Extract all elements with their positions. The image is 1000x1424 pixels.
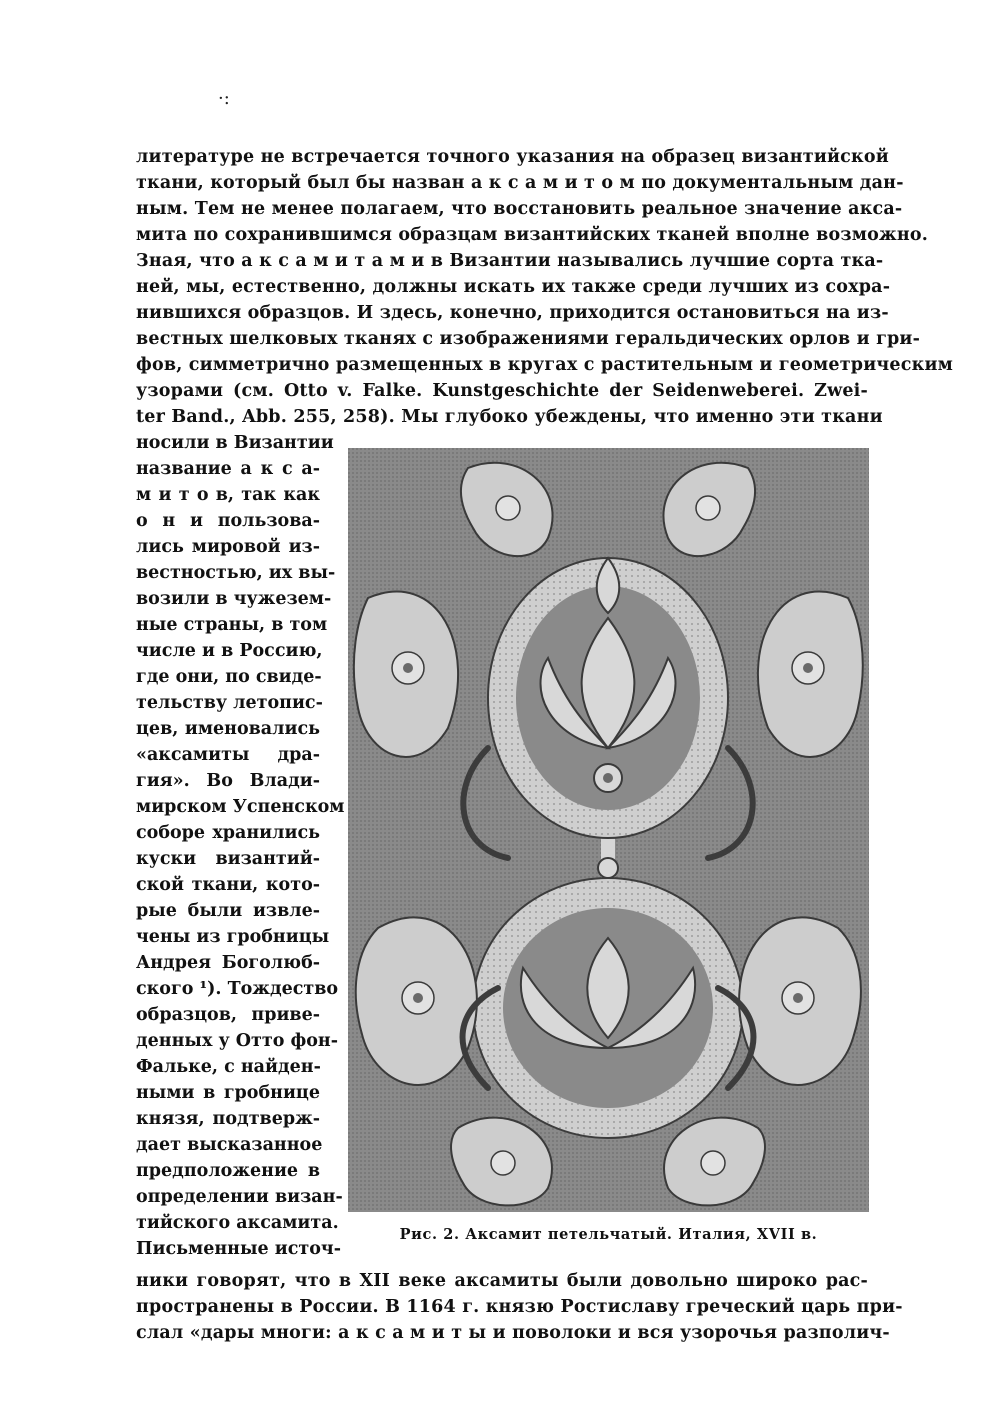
column-line: ные страны, в том (136, 615, 328, 635)
text-line: мита по сохранившимся образцам византийских тканей вполне возможно. (136, 225, 929, 245)
column-line: «аксамиты дра- (136, 745, 320, 765)
text-line: ным. Тем не менее полагаем, что восстановить реальное значение акса- (136, 199, 903, 219)
column-line: о н и пользова- (136, 511, 320, 531)
column-line: цев, именовались (136, 719, 320, 739)
column-line: соборе хранились (136, 823, 320, 843)
column-line: м и т о в, так как (136, 485, 320, 505)
text-line: нившихся образцов. И здесь, конечно, приходится остановиться на из- (136, 303, 889, 323)
column-line: рые были извле- (136, 901, 320, 921)
text-line: ней, мы, естественно, должны искать их также среди лучших из сохра- (136, 277, 891, 297)
column-line: тельству летопис- (136, 693, 323, 713)
column-line: вестностью, их вы- (136, 563, 336, 583)
text-line: Зная, что а к с а м и т а м и в Византии назывались лучшие сорта тка- (136, 251, 884, 271)
text-line: пространены в России. В 1164 г. князю Ростиславу греческий царь при- (136, 1297, 903, 1317)
column-line: ской ткани, кото- (136, 875, 320, 895)
text-line: ники говорят, что в XII веке аксамиты были довольно широко рас- (136, 1271, 868, 1291)
damask-pattern-illustration (348, 448, 869, 1212)
column-line: тийского аксамита. (136, 1213, 339, 1233)
column-line: носили в Византии (136, 433, 334, 453)
column-line: лись мировой из- (136, 537, 320, 557)
column-line: определении визан- (136, 1187, 343, 1207)
fabric-figure (348, 448, 869, 1212)
column-line: числе и в Россию, (136, 641, 323, 661)
figure-caption: Рис. 2. Аксамит петельчатый. Италия, XVII в. (399, 1226, 818, 1243)
text-line: слал «дары многи: а к с а м и т ы и поволоки и вся узорочья разполич- (136, 1323, 890, 1343)
column-line: гия». Во Влади- (136, 771, 320, 791)
column-line: Письменные источ- (136, 1239, 341, 1259)
text-line: узорами (см. Otto v. Falke. Kunstgeschichte der Seidenweberei. Zwei- (136, 381, 868, 401)
corner-mark: ·: (218, 88, 230, 109)
column-line: название а к с а- (136, 459, 320, 479)
column-line: предположение в (136, 1161, 320, 1181)
column-line: мирском Успенском (136, 797, 345, 817)
text-line: ter Band., Abb. 255, 258). Мы глубоко убеждены, что именно эти ткани (136, 407, 883, 427)
column-line: куски византий- (136, 849, 320, 869)
column-line: образцов, приве- (136, 1005, 320, 1025)
column-line: где они, по свиде- (136, 667, 322, 687)
text-line: фов, симметрично размещенных в кругах с растительным и геометрическим (136, 355, 954, 375)
column-line: Фальке, с найден- (136, 1057, 321, 1077)
column-line: князя, подтверж- (136, 1109, 320, 1129)
column-line: чены из гробницы (136, 927, 330, 947)
text-line: вестных шелковых тканях с изображениями геральдических орлов и гри- (136, 329, 921, 349)
text-line: литературе не встречается точного указания на образец византийской (136, 147, 889, 167)
column-line: денных у Отто фон- (136, 1031, 339, 1051)
column-line: дает высказанное (136, 1135, 323, 1155)
column-line: Андрея Боголюб- (136, 953, 320, 973)
column-line: ского ¹). Тождество (136, 979, 339, 999)
column-line: возили в чужезем- (136, 589, 332, 609)
column-line: ными в гробнице (136, 1083, 320, 1103)
text-line: ткани, который был бы назван а к с а м и т о м по документальным дан- (136, 173, 904, 193)
